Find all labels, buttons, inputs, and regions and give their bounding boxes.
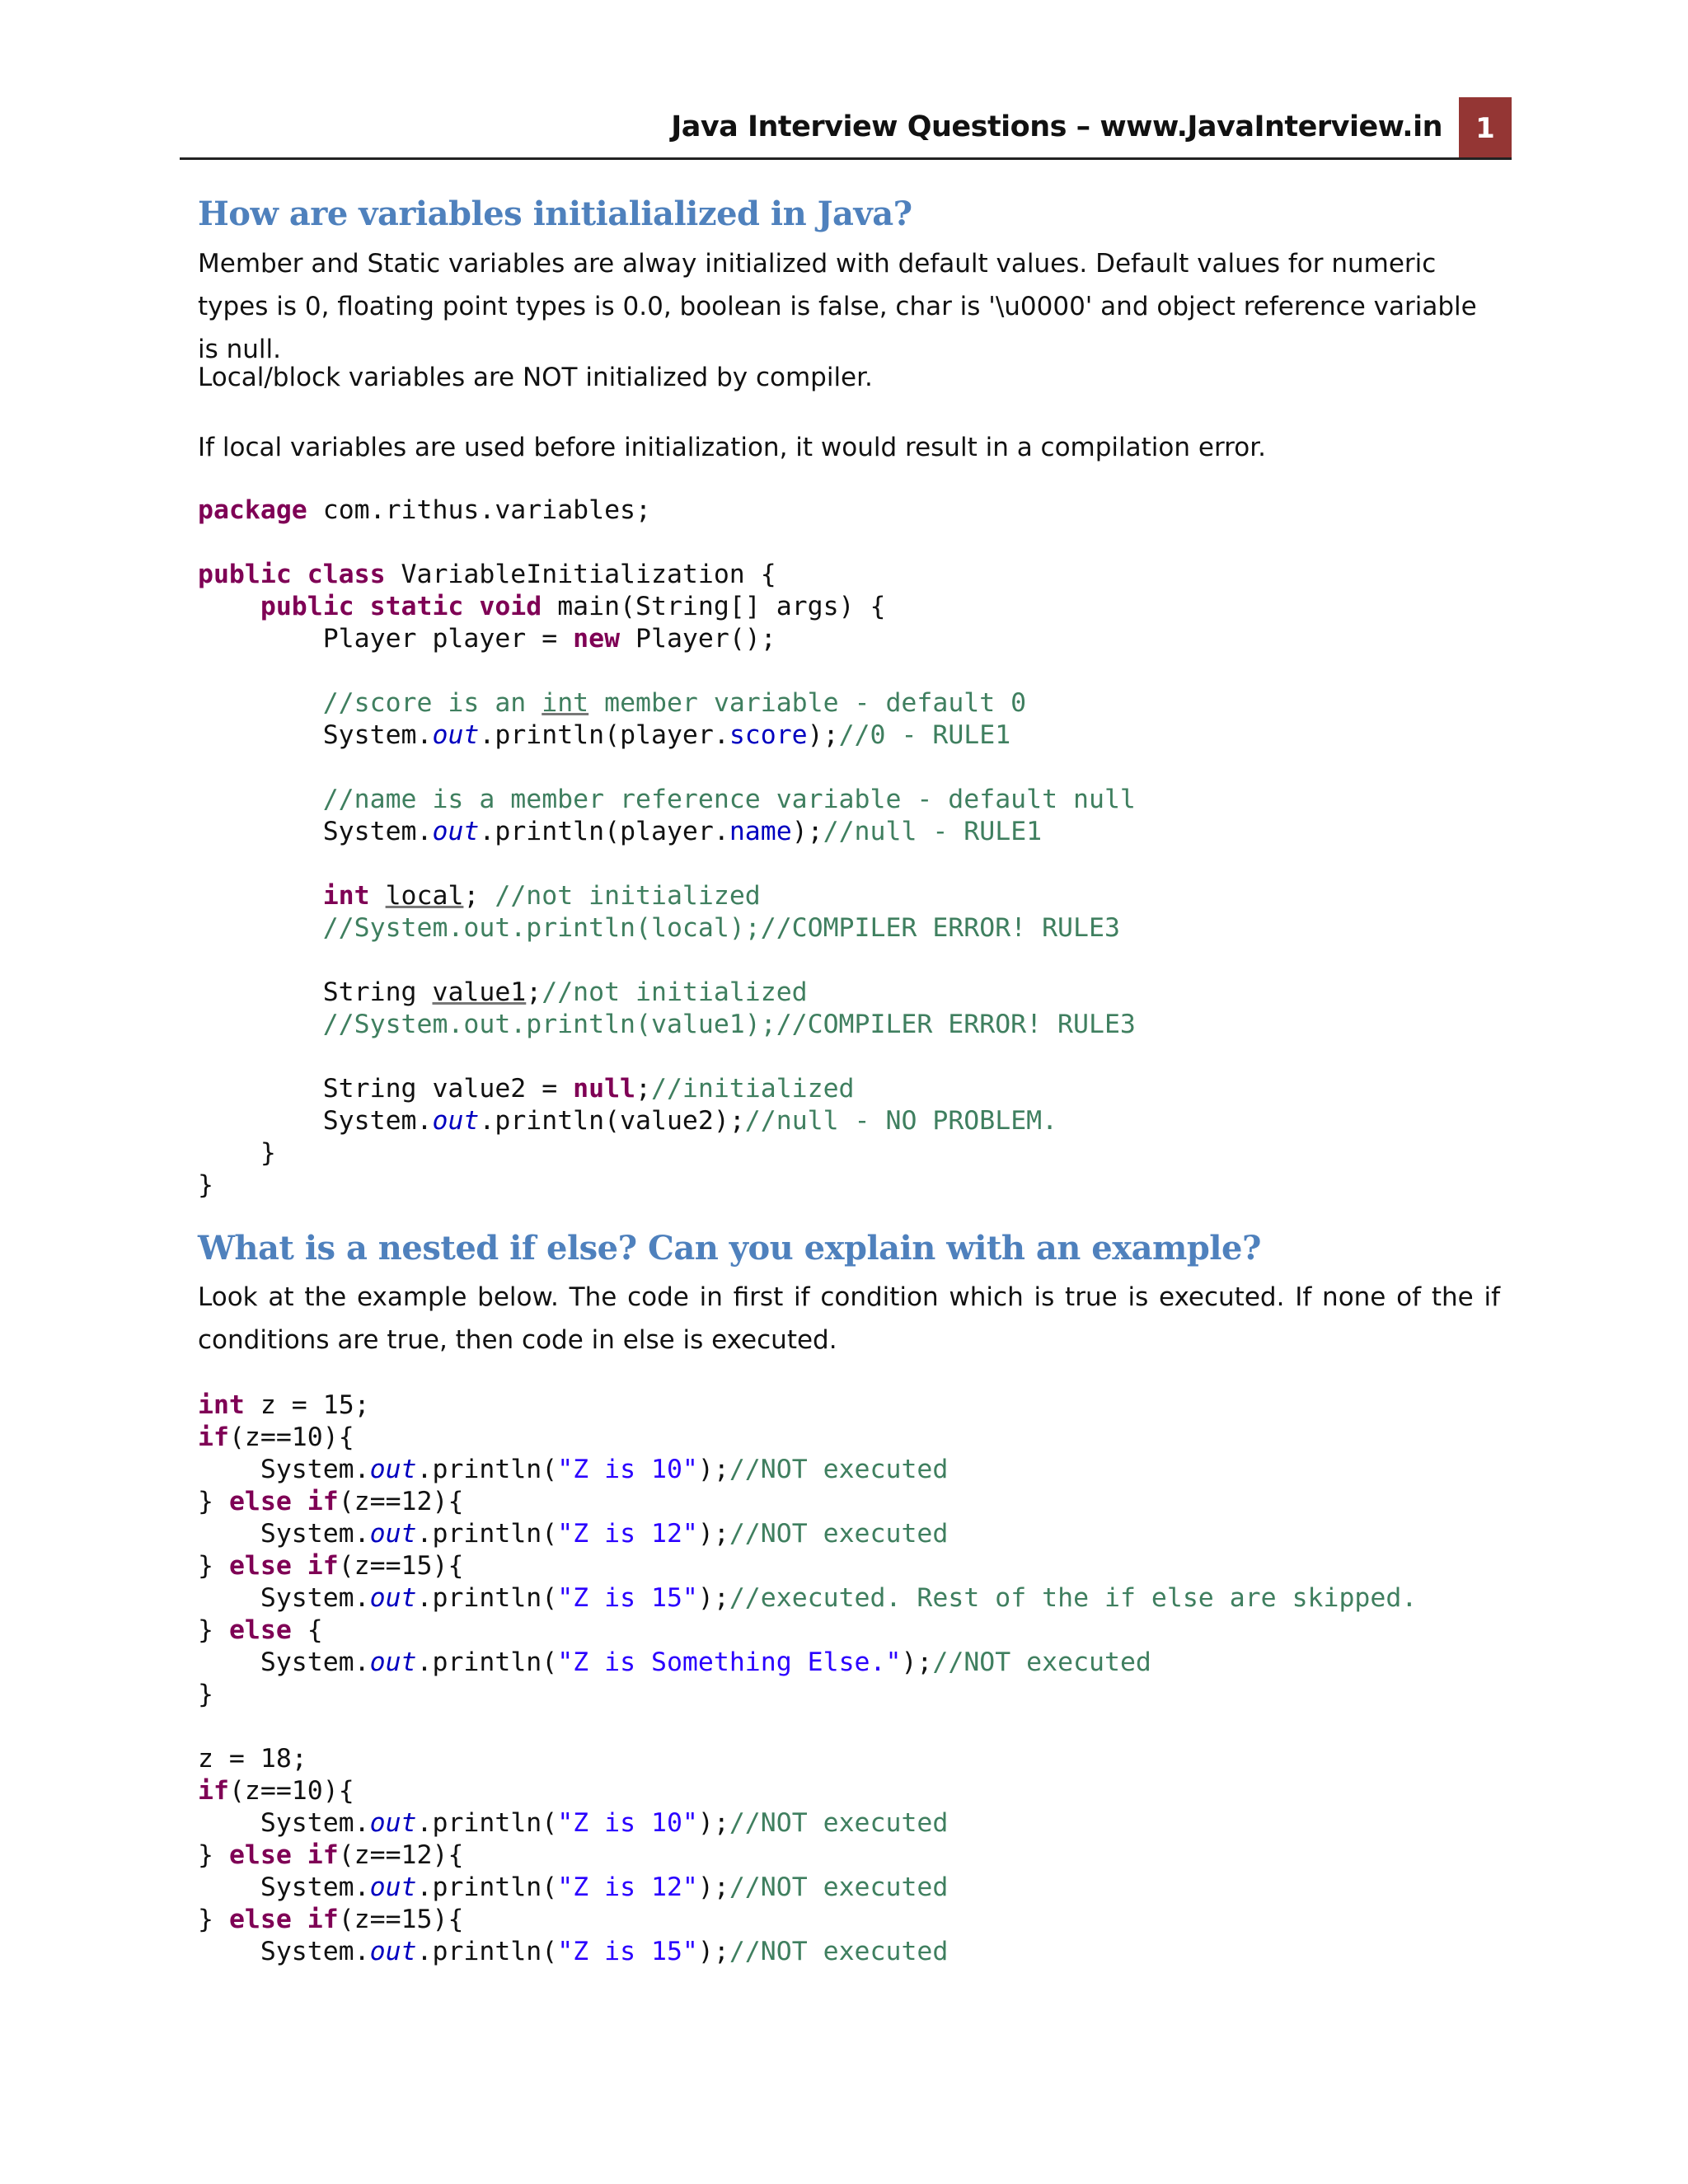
code-line <box>198 1583 1417 1613</box>
code-token: if <box>198 1776 229 1806</box>
code-token: ; <box>635 1074 651 1104</box>
code-line <box>198 1074 855 1104</box>
code-token: .println( <box>416 1937 558 1966</box>
code-line <box>198 1872 948 1902</box>
code-line <box>198 1170 213 1200</box>
code-token: //0 - RULE1 <box>838 720 1011 750</box>
section-variables-heading-block <box>198 194 1500 233</box>
code-token: System. <box>198 1455 370 1484</box>
code-token: } <box>198 1170 213 1200</box>
code-token: //executed. Rest of the if else are skipped. <box>729 1583 1418 1613</box>
code-line <box>198 1422 354 1452</box>
code-line <box>198 1106 1057 1136</box>
code-token: out <box>432 1106 480 1136</box>
code-token: else if <box>228 1487 339 1516</box>
code-token: member variable - default 0 <box>588 688 1027 718</box>
code-line <box>198 1551 463 1581</box>
code-line <box>198 1519 948 1549</box>
code-token: ; <box>463 881 495 911</box>
code-token: "Z is 15" <box>557 1937 698 1966</box>
code-token: value1 <box>432 977 527 1007</box>
code-block-variable-initialization <box>198 494 1500 1202</box>
code-line <box>198 624 776 654</box>
code-token: "Z is Something Else." <box>557 1647 902 1677</box>
code-token: } <box>198 1487 229 1516</box>
code-line <box>198 1937 948 1966</box>
code-token: "Z is 10" <box>557 1808 698 1838</box>
section-nested-if-heading-block <box>198 1229 1500 1268</box>
code-token: //System.out.println(value1);//COMPILER ERROR! RULE3 <box>198 1010 1136 1039</box>
code-token: VariableInitialization { <box>385 560 776 589</box>
code-token: else if <box>228 1840 339 1870</box>
code-line <box>198 977 808 1007</box>
code-token: } <box>198 1615 229 1645</box>
code-line <box>198 592 885 621</box>
code-token: public static void <box>260 592 542 621</box>
code-token: .println( <box>416 1647 558 1677</box>
code-token: //NOT executed <box>729 1455 949 1484</box>
code-line <box>198 1010 1136 1039</box>
paragraph-local-block-wrap <box>198 356 1500 399</box>
code-token: //NOT executed <box>729 1937 949 1966</box>
section-heading-nested-if: What is a nested if else? Can you explain with an example? <box>198 1229 1261 1268</box>
code-token: System. <box>198 1808 370 1838</box>
code-token: .println( <box>416 1519 558 1549</box>
code-token: z = 18; <box>198 1744 307 1774</box>
code-token <box>198 592 260 621</box>
code-token: package <box>198 495 307 525</box>
paragraph-nested-if: Look at the example below. The code in first if condition which is true is executed. If none of the if conditions are true, then code in else is executed. <box>198 1282 1500 1355</box>
code-token: System. <box>198 817 433 846</box>
code-listing-2 <box>198 1390 1500 1968</box>
code-token: System. <box>198 1937 370 1966</box>
code-token: out <box>369 1872 417 1902</box>
code-token: ); <box>697 1583 729 1613</box>
code-token: (z==12){ <box>338 1840 464 1870</box>
code-token: //not initialized <box>495 881 761 911</box>
paragraph-compilation-error: If local variables are used before initialization, it would result in a compilation error. <box>198 433 1266 462</box>
code-line <box>198 817 1042 846</box>
code-token: //not initialized <box>542 977 808 1007</box>
code-token: "Z is 15" <box>557 1583 698 1613</box>
code-token: (z==10){ <box>228 1422 354 1452</box>
code-token: Player player = <box>198 624 574 654</box>
code-token <box>198 881 323 911</box>
code-token: System. <box>198 1583 370 1613</box>
paragraph-defaults: Member and Static variables are alway initialized with default values. Default values for numeric types is 0, floating point types is 0.0, boolean is false, char is '\u0000' and object reference variable is null. <box>198 249 1477 364</box>
code-line <box>198 1680 213 1709</box>
code-token: { <box>291 1615 323 1645</box>
code-token: out <box>369 1937 417 1966</box>
code-token: ; <box>526 977 542 1007</box>
code-line <box>198 560 776 589</box>
header-title: Java Interview Questions – www.JavaInterview.in <box>671 110 1442 143</box>
code-token: out <box>369 1455 417 1484</box>
code-token <box>370 881 386 911</box>
code-token: out <box>369 1808 417 1838</box>
code-line <box>198 1615 323 1645</box>
code-token: else if <box>228 1551 339 1581</box>
code-token: ); <box>697 1937 729 1966</box>
code-token: Player(); <box>620 624 776 654</box>
code-token: "Z is 10" <box>557 1455 698 1484</box>
code-token: "Z is 12" <box>557 1519 698 1549</box>
code-token: } <box>198 1905 229 1934</box>
code-token: } <box>198 1680 213 1709</box>
code-token: //NOT executed <box>729 1808 949 1838</box>
code-token: name <box>729 817 792 846</box>
paragraph-local-block: Local/block variables are NOT initialized by compiler. <box>198 363 873 392</box>
code-token: ); <box>697 1519 729 1549</box>
code-line <box>198 1390 370 1420</box>
code-line <box>198 1647 1151 1677</box>
section-nested-if-intro <box>198 1276 1500 1361</box>
header-rule <box>180 157 1512 160</box>
code-listing-1 <box>198 494 1500 1202</box>
section-variables-intro <box>198 242 1500 371</box>
code-token: System. <box>198 1106 433 1136</box>
code-token: System. <box>198 1647 370 1677</box>
code-token: ); <box>807 720 839 750</box>
code-token: //initialized <box>650 1074 855 1104</box>
page-header <box>180 97 1512 160</box>
code-line <box>198 785 1136 814</box>
code-token: ); <box>697 1872 729 1902</box>
code-token: System. <box>198 720 433 750</box>
code-token: .println( <box>416 1808 558 1838</box>
code-block-nested-if <box>198 1390 1500 1968</box>
code-token: local <box>385 881 464 911</box>
code-token: "Z is 12" <box>557 1872 698 1902</box>
code-token: new <box>573 624 621 654</box>
code-line <box>198 720 1010 750</box>
code-token: System. <box>198 1872 370 1902</box>
code-token: (z==10){ <box>228 1776 354 1806</box>
code-line <box>198 1487 463 1516</box>
code-token: (z==12){ <box>338 1487 464 1516</box>
paragraph-compilation-error-wrap <box>198 426 1500 469</box>
code-token: //null - RULE1 <box>823 817 1043 846</box>
page-number-badge: 1 <box>1459 97 1512 160</box>
code-token: } <box>198 1138 276 1168</box>
code-token: ); <box>791 817 823 846</box>
code-token: int <box>322 881 370 911</box>
code-line <box>198 1138 276 1168</box>
code-token: .println(value2); <box>479 1106 745 1136</box>
code-token: //System.out.println(local);//COMPILER ERROR! RULE3 <box>198 913 1120 943</box>
code-token: if <box>198 1422 229 1452</box>
code-token: } <box>198 1840 229 1870</box>
code-token: int <box>198 1390 245 1420</box>
code-token: else <box>228 1615 292 1645</box>
code-token: } <box>198 1551 229 1581</box>
code-token: out <box>369 1519 417 1549</box>
code-line <box>198 913 1120 943</box>
code-line <box>198 1744 307 1774</box>
code-line <box>198 881 761 911</box>
code-token: .println(player. <box>479 817 729 846</box>
code-token: System. <box>198 1519 370 1549</box>
code-token: (z==15){ <box>338 1905 464 1934</box>
code-token: out <box>369 1583 417 1613</box>
code-token: //score is an <box>198 688 542 718</box>
code-token: public class <box>198 560 386 589</box>
code-token: //NOT executed <box>729 1872 949 1902</box>
code-token: .println( <box>416 1583 558 1613</box>
code-token: (z==15){ <box>338 1551 464 1581</box>
code-token: String <box>198 977 433 1007</box>
code-token: int <box>542 688 589 718</box>
code-line <box>198 688 1026 718</box>
code-token: ); <box>697 1455 729 1484</box>
code-token: main(String[] args) { <box>542 592 886 621</box>
code-token: out <box>432 720 480 750</box>
code-token: score <box>729 720 808 750</box>
code-token: .println( <box>416 1455 558 1484</box>
code-token: String value2 = <box>198 1074 574 1104</box>
code-line <box>198 1840 463 1870</box>
code-token: else if <box>228 1905 339 1934</box>
section-heading-variables: How are variables initialialized in Java? <box>198 194 912 233</box>
code-line <box>198 1808 948 1838</box>
code-token: null <box>573 1074 636 1104</box>
code-token: out <box>432 817 480 846</box>
code-token: out <box>369 1647 417 1677</box>
code-token: ); <box>901 1647 933 1677</box>
code-token: //null - NO PROBLEM. <box>744 1106 1058 1136</box>
code-token: ); <box>697 1808 729 1838</box>
code-line <box>198 495 651 525</box>
code-token: .println( <box>416 1872 558 1902</box>
code-token: .println(player. <box>479 720 729 750</box>
code-token: com.rithus.variables; <box>307 495 651 525</box>
code-line <box>198 1776 354 1806</box>
code-token: z = 15; <box>244 1390 370 1420</box>
code-token: //NOT executed <box>932 1647 1151 1677</box>
code-token: //name is a member reference variable - default null <box>198 785 1136 814</box>
code-line <box>198 1455 948 1484</box>
code-token: //NOT executed <box>729 1519 949 1549</box>
code-line <box>198 1905 463 1934</box>
